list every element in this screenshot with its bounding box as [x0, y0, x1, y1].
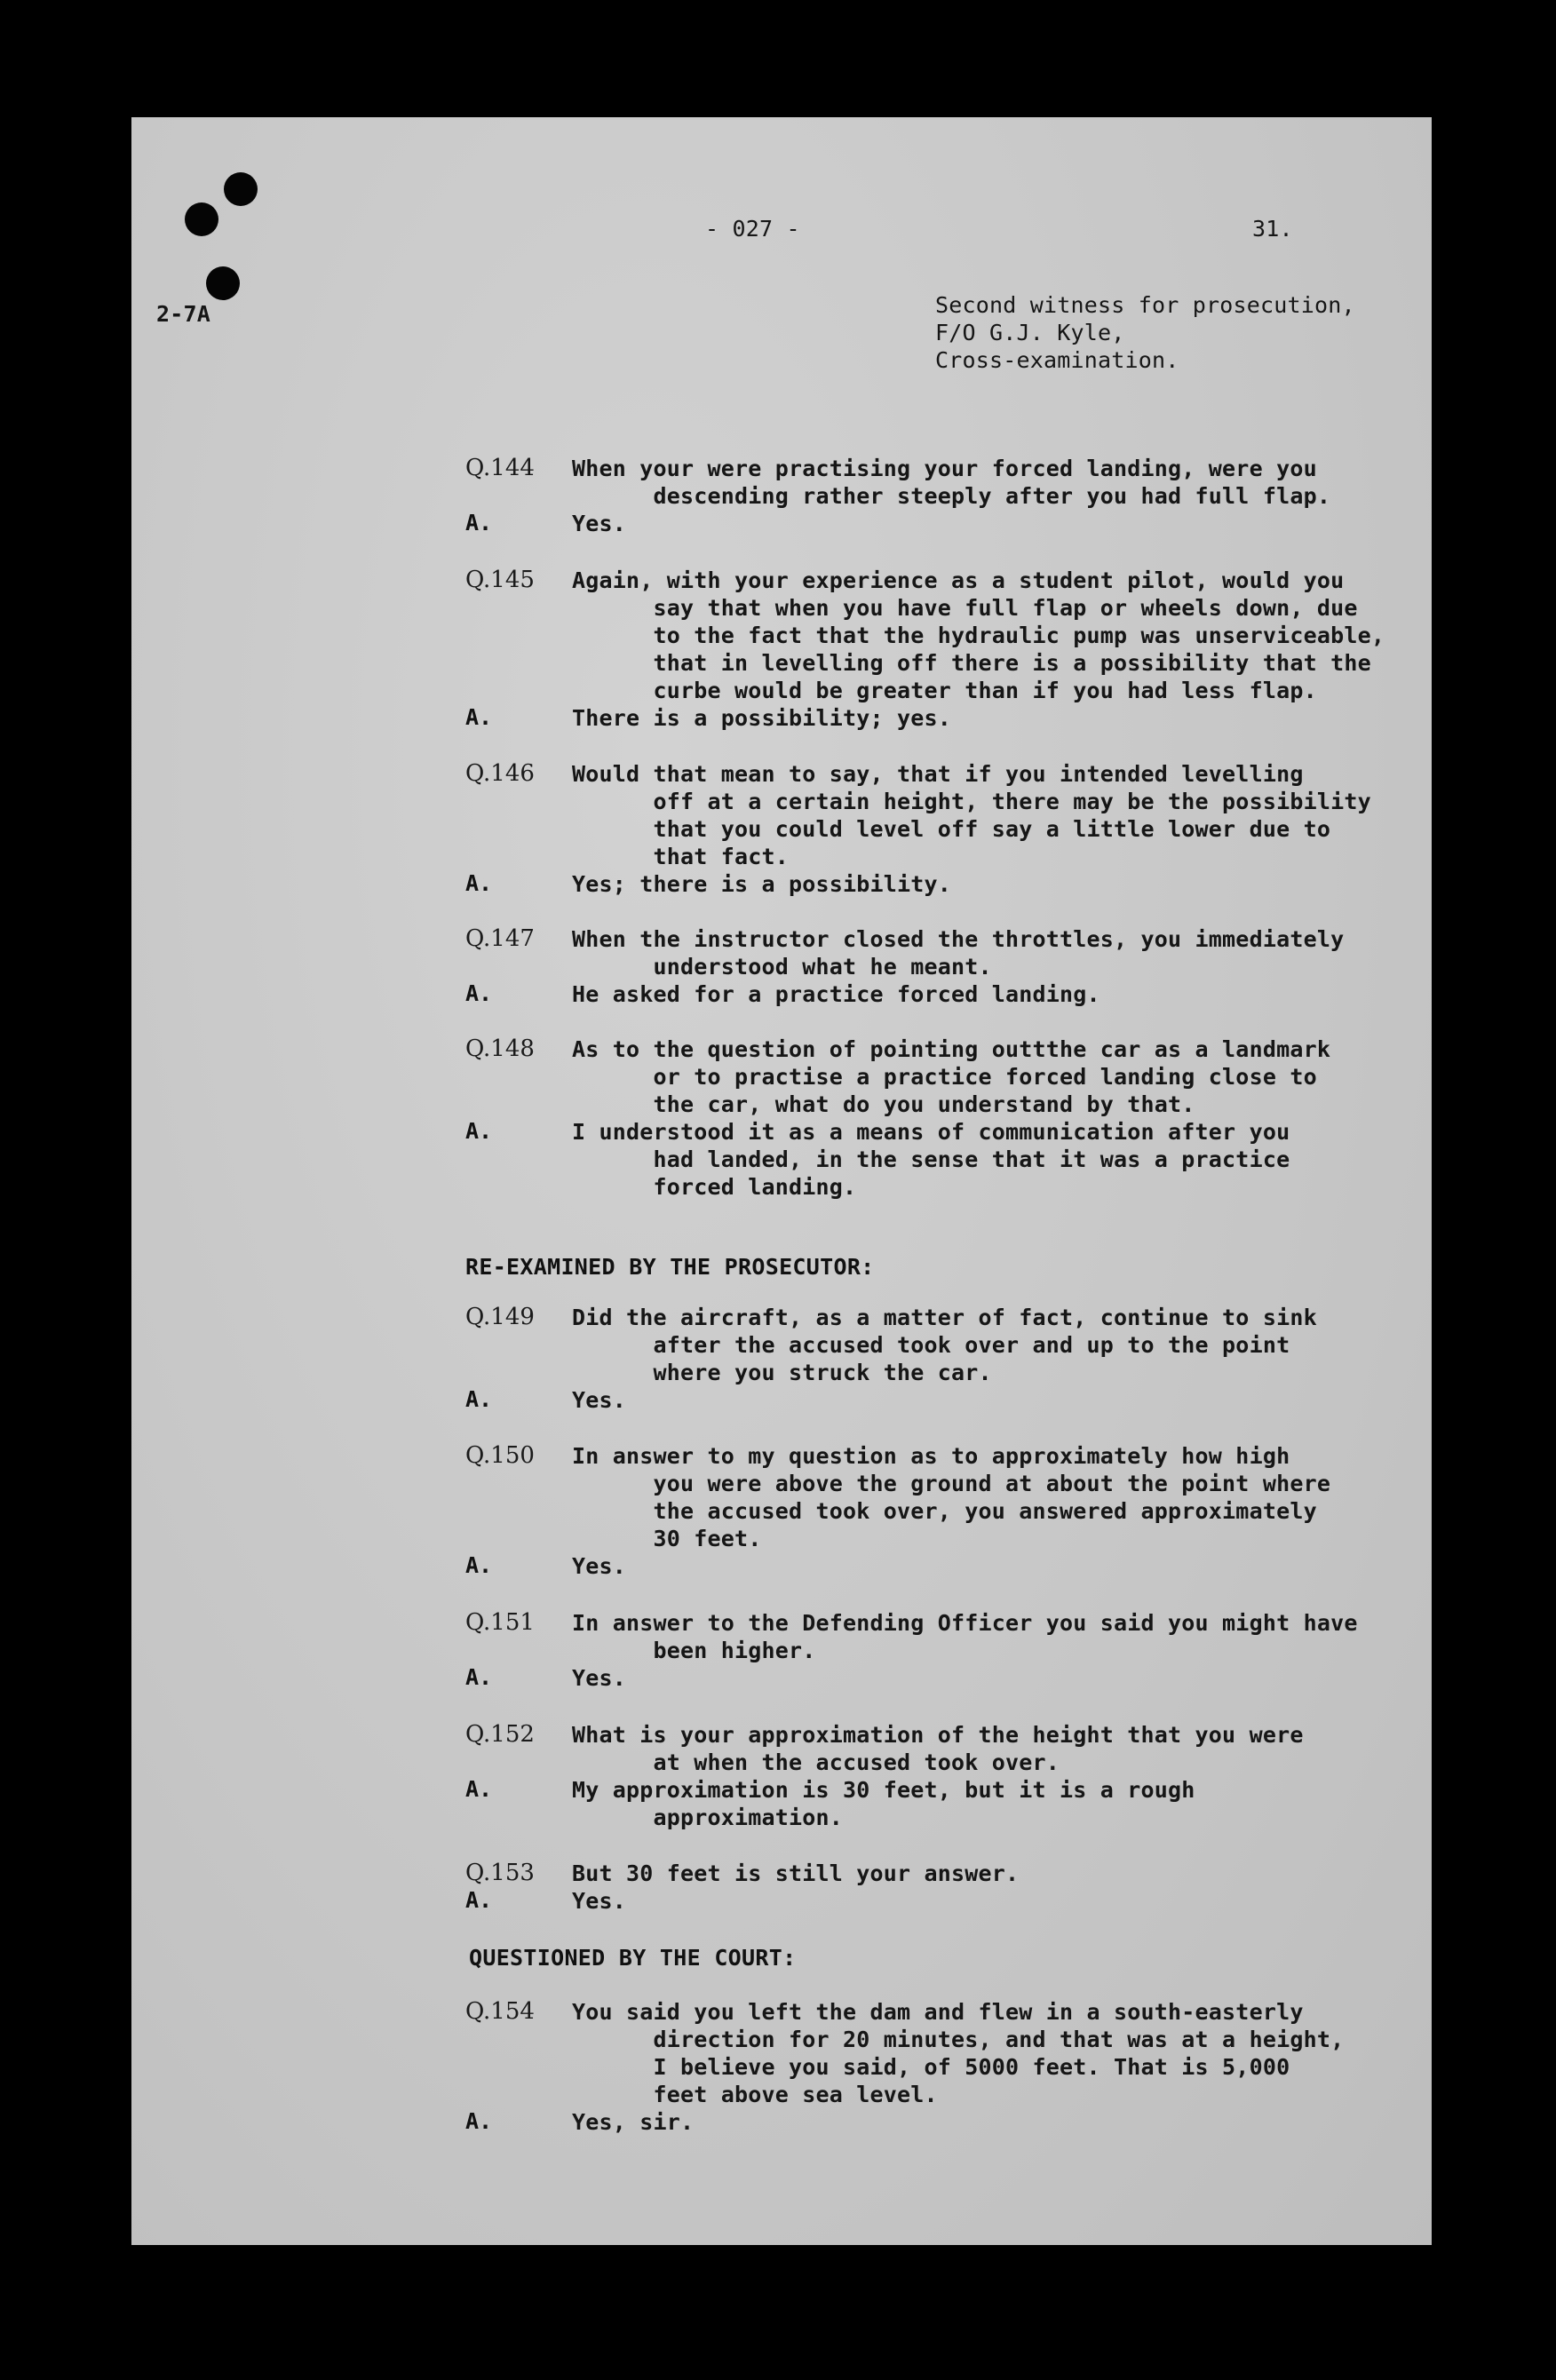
answer-label: A. [465, 704, 493, 730]
answer-line: forced landing. [572, 1174, 857, 1200]
section-heading-court: QUESTIONED BY THE COURT: [469, 1945, 797, 1971]
page-number-right: 31. [1252, 216, 1293, 242]
question-number: Q.152 [465, 1721, 535, 1748]
question-line: that in levelling off there is a possibility that the [572, 650, 1371, 676]
answer-line: Yes; there is a possibility. [572, 871, 952, 897]
question-line: But 30 feet is still your answer. [572, 1860, 1020, 1886]
page-number-center: - 027 - [705, 216, 800, 242]
question-line: I believe you said, of 5000 feet. That is 5,000 [572, 2054, 1290, 2080]
question-line: When your were practising your forced landing, were you [572, 456, 1317, 481]
question-number: Q.149 [465, 1304, 535, 1330]
question-line: You said you left the dam and flew in a south-easterly [572, 1999, 1304, 2025]
question-line: 30 feet. [572, 1526, 762, 1551]
punch-hole [224, 172, 258, 206]
margin-reference: 2-7A [156, 301, 211, 327]
question-line: where you struck the car. [572, 1360, 992, 1385]
question-line: off at a certain height, there may be the possibility [572, 789, 1371, 814]
question-line: Would that mean to say, that if you intended levelling [572, 761, 1304, 787]
answer-label: A. [465, 870, 493, 896]
witness-header-line-2: F/O G.J. Kyle, [935, 320, 1125, 345]
question-line: the car, what do you understand by that. [572, 1091, 1195, 1117]
answer-line: He asked for a practice forced landing. [572, 981, 1100, 1007]
answer-label: A. [465, 1386, 493, 1412]
answer-label: A. [465, 1887, 493, 1913]
question-line: you were above the ground at about the point where [572, 1471, 1331, 1496]
question-number: Q.153 [465, 1860, 535, 1886]
answer-label: A. [465, 1552, 493, 1578]
question-line: the accused took over, you answered approximately [572, 1498, 1317, 1524]
answer-label: A. [465, 980, 493, 1006]
answer-line: Yes, sir. [572, 2109, 695, 2135]
question-line: to the fact that the hydraulic pump was unserviceable, [572, 623, 1385, 648]
question-line: curbe would be greater than if you had less flap. [572, 678, 1317, 703]
question-line: Again, with your experience as a student pilot, would you [572, 567, 1345, 593]
question-line: direction for 20 minutes, and that was at a height, [572, 2027, 1345, 2052]
answer-line: There is a possibility; yes. [572, 705, 952, 731]
punch-hole [185, 202, 218, 236]
question-line: What is your approximation of the height that you were [572, 1722, 1304, 1748]
question-number: Q.146 [465, 760, 535, 787]
answer-line: Yes. [572, 1553, 627, 1579]
answer-line: approximation. [572, 1805, 844, 1830]
answer-line: Yes. [572, 511, 627, 536]
question-line: Did the aircraft, as a matter of fact, continue to sink [572, 1305, 1317, 1330]
answer-label: A. [465, 1118, 493, 1144]
question-number: Q.144 [465, 455, 535, 481]
question-line: descending rather steeply after you had full flap. [572, 483, 1331, 509]
question-line: that fact. [572, 844, 790, 869]
question-line: or to practise a practice forced landing close to [572, 1064, 1317, 1090]
question-line: say that when you have full flap or wheels down, due [572, 595, 1358, 621]
answer-line: Yes. [572, 1665, 627, 1691]
question-number: Q.150 [465, 1442, 535, 1469]
question-number: Q.154 [465, 1998, 535, 2025]
witness-header-line-3: Cross-examination. [935, 347, 1179, 373]
answer-line: I understood it as a means of communication after you [572, 1119, 1290, 1145]
question-line: When the instructor closed the throttles, you immediately [572, 926, 1345, 952]
witness-header-line-1: Second witness for prosecution, [935, 292, 1355, 318]
answer-line: My approximation is 30 feet, but it is a rough [572, 1777, 1195, 1803]
question-line: that you could level off say a little lower due to [572, 816, 1331, 842]
question-number: Q.148 [465, 1035, 535, 1062]
answer-label: A. [465, 510, 493, 536]
question-line: at when the accused took over. [572, 1749, 1060, 1775]
answer-line: Yes. [572, 1888, 627, 1914]
section-heading-reexamined: RE-EXAMINED BY THE PROSECUTOR: [465, 1254, 875, 1280]
answer-label: A. [465, 1664, 493, 1690]
document-page [131, 117, 1432, 2245]
question-number: Q.151 [465, 1609, 535, 1636]
answer-line: had landed, in the sense that it was a practice [572, 1146, 1290, 1172]
question-line: In answer to the Defending Officer you said you might have [572, 1610, 1358, 1636]
question-line: As to the question of pointing outtthe car as a landmark [572, 1036, 1331, 1062]
question-line: after the accused took over and up to the point [572, 1332, 1290, 1358]
question-number: Q.147 [465, 925, 535, 952]
question-number: Q.145 [465, 567, 535, 593]
answer-label: A. [465, 2108, 493, 2134]
question-line: feet above sea level. [572, 2082, 938, 2107]
question-line: understood what he meant. [572, 954, 992, 980]
answer-line: Yes. [572, 1387, 627, 1413]
question-line: In answer to my question as to approximately how high [572, 1443, 1290, 1469]
answer-label: A. [465, 1776, 493, 1802]
question-line: been higher. [572, 1638, 816, 1663]
punch-hole [206, 266, 240, 300]
